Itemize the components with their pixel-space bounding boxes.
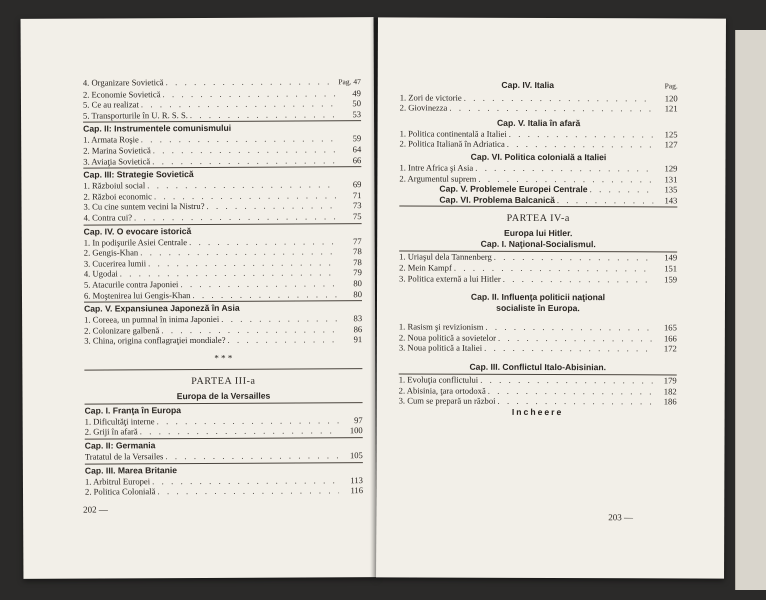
toc-entry-title: 6. Moştenirea lui Gengis-Khan bbox=[83, 289, 191, 301]
toc-entry-page: 86 bbox=[353, 323, 363, 334]
divider bbox=[399, 206, 677, 208]
toc-entry bbox=[84, 334, 362, 346]
part-subtitle: Europa de la Versailles bbox=[176, 390, 271, 401]
page-number: 202 — bbox=[83, 504, 108, 515]
toc-entry-page: 49 bbox=[352, 87, 361, 98]
toc-entry-title: 1. Coreea, un pumnal în inima Japoniei bbox=[84, 313, 220, 325]
toc-entry-title: Tratatul de la Versailes bbox=[84, 451, 164, 462]
page-column-label: Pag. bbox=[664, 81, 678, 91]
divider bbox=[84, 368, 362, 370]
toc-entry bbox=[84, 289, 362, 301]
toc-entry-page: 66 bbox=[352, 154, 362, 165]
toc-entry-title: 1. Armata Roşie bbox=[83, 134, 139, 145]
toc-entry-page: 91 bbox=[353, 334, 363, 345]
toc-entry-title: 4. Organizare Sovietică bbox=[82, 77, 164, 88]
toc-entry-page: 166 bbox=[663, 333, 677, 344]
part-subtitle: Europa lui Hitler. bbox=[504, 228, 573, 239]
toc-entry-title: 2. Abisinia, ţara ortodoxă bbox=[398, 384, 486, 396]
toc-entry-title: Cap. V. Problemele Europei Centrale bbox=[439, 183, 588, 195]
part-title: PARTEA III-a bbox=[191, 375, 256, 387]
chapter-heading: Cap. III. Conflictul Italo-Abisinian. bbox=[469, 361, 607, 373]
toc-entry-title: 2. Colonizare galbenă bbox=[84, 324, 160, 336]
toc-entry-page: 71 bbox=[352, 189, 362, 200]
toc-entry bbox=[400, 139, 678, 151]
chapter-heading: Cap. V. Italia în afară bbox=[496, 117, 581, 128]
toc-entry-title: 3. Noua politică a Italiei bbox=[398, 342, 483, 354]
toc-entry bbox=[399, 343, 677, 355]
toc-entry-title: 3. Politica externă a lui Hitler bbox=[399, 273, 501, 284]
toc-entry-title: 2. Argumentul suprem bbox=[399, 173, 477, 184]
toc-entry-page: 159 bbox=[664, 273, 678, 284]
toc-entry-title: 1. Dificultăţi interne bbox=[84, 416, 155, 427]
toc-entry-page: 125 bbox=[664, 129, 678, 140]
toc-entry-page: 50 bbox=[352, 98, 362, 109]
toc-entry-page: 64 bbox=[352, 144, 362, 155]
toc-entry-title: 4. Contra cui? bbox=[83, 212, 133, 223]
chapter-heading: Cap. IV. O evocare istorică bbox=[84, 223, 362, 237]
chapter-heading: Cap. VI. Politica colonială a Italiei bbox=[470, 151, 607, 163]
toc-entry-page: 129 bbox=[664, 163, 678, 174]
toc-entry-page: 120 bbox=[664, 92, 678, 104]
toc-entry-page: 77 bbox=[353, 235, 362, 246]
toc-entry-page: 182 bbox=[663, 385, 677, 396]
toc-entry-title: 2. Noua politică a sovietelor bbox=[398, 332, 497, 343]
toc-entry-title: 1. Politica continentală a Italiei bbox=[399, 128, 507, 139]
toc-entry-title: 3. China, origina conflagraţiei mondiale? bbox=[84, 335, 226, 346]
chapter-heading: Cap. IV. Italia bbox=[501, 79, 555, 91]
toc-entry-page: 116 bbox=[350, 485, 364, 496]
toc-entry-page: 53 bbox=[352, 108, 362, 119]
closing-entry: Incheere bbox=[511, 406, 564, 417]
toc-entry-title: 2. Giovinezza bbox=[399, 102, 448, 113]
toc-entry-page: 69 bbox=[352, 179, 362, 190]
left-page bbox=[21, 17, 377, 579]
toc-entry-title: 3. Cucerirea lumii bbox=[83, 257, 147, 269]
toc-entry-page: 172 bbox=[663, 343, 677, 354]
toc-entry-page: 79 bbox=[353, 267, 362, 278]
toc-entry-title: 5. Atacurile contra Japoniei bbox=[83, 279, 179, 290]
chapter-heading: Cap. I. Naţional-Socialismul. bbox=[480, 239, 596, 250]
toc-entry-title: 2. Economie Sovietică bbox=[82, 88, 161, 100]
toc-entry-page: 80 bbox=[353, 288, 363, 299]
toc-entry-title: 1. Intre Africa şi Asia bbox=[399, 162, 474, 173]
toc-entry bbox=[85, 450, 363, 462]
page-number: 203 — bbox=[608, 512, 634, 523]
toc-entry bbox=[84, 211, 362, 223]
toc-entry bbox=[83, 109, 361, 121]
right-page bbox=[376, 17, 726, 578]
toc-entry bbox=[399, 396, 677, 408]
chapter-heading: Cap. II: Instrumentele comunismului bbox=[83, 121, 361, 135]
toc-entry-page: 100 bbox=[349, 425, 363, 436]
toc-entry-page: 78 bbox=[353, 256, 362, 267]
toc-entry-title: 5. Transporturile în U. R. S. S. bbox=[83, 109, 188, 121]
toc-entry-page: 113 bbox=[350, 474, 363, 485]
chapter-heading: Cap. II: Germania bbox=[85, 437, 363, 451]
left-toc bbox=[83, 76, 363, 497]
section-ornament: * * * bbox=[214, 352, 233, 363]
toc-entry bbox=[399, 194, 677, 206]
toc-entry-page: 105 bbox=[349, 450, 363, 461]
toc-entry-page: Pag. 47 bbox=[338, 77, 361, 87]
toc-entry-title: 2. Marina Sovietică bbox=[83, 145, 151, 156]
chapter-heading-continued: socialiste în Europa. bbox=[496, 302, 580, 314]
toc-entry-page: 149 bbox=[664, 252, 678, 263]
toc-entry-page: 73 bbox=[352, 200, 362, 211]
right-toc bbox=[399, 79, 678, 418]
chapter-heading: Cap. III: Strategie Sovietică bbox=[83, 166, 361, 180]
toc-entry-title: 2. Politica Colonială bbox=[84, 486, 156, 497]
toc-entry-title: 2. Război economic bbox=[83, 190, 152, 202]
toc-entry-title: 1. In podişurile Asiei Centrale bbox=[83, 236, 188, 248]
toc-entry-page: 97 bbox=[354, 415, 363, 426]
toc-entry-page: 121 bbox=[664, 103, 678, 114]
toc-entry-page: 186 bbox=[663, 396, 677, 407]
toc-entry-page: 143 bbox=[664, 195, 678, 206]
toc-entry-page: 131 bbox=[664, 173, 678, 185]
toc-entry-page: 165 bbox=[663, 322, 677, 333]
toc-entry bbox=[83, 155, 361, 167]
toc-entry-page: 135 bbox=[664, 184, 678, 195]
toc-entry-page: 83 bbox=[353, 313, 363, 324]
toc-entry bbox=[400, 103, 678, 115]
toc-entry-page: 80 bbox=[353, 278, 362, 289]
toc-entry-title: 3. Cum se prepară un război bbox=[398, 395, 496, 406]
toc-entry-title: 2. Griji în afară bbox=[84, 426, 138, 438]
chapter-heading: Cap. III. Marea Britanie bbox=[85, 462, 363, 476]
toc-entry bbox=[85, 485, 363, 497]
toc-entry-title: 1. Arbitrul Europei bbox=[84, 475, 151, 487]
toc-entry bbox=[85, 426, 363, 438]
toc-entry-title: 5. Ce au realizat bbox=[82, 99, 139, 110]
chapter-heading-row bbox=[400, 79, 678, 92]
toc-entry-page: 78 bbox=[353, 246, 362, 257]
toc-entry-title: 1. Rasism şi revizionism bbox=[398, 321, 484, 332]
toc-entry-title: 3. Cu cine suntem vecini la Nistru? bbox=[83, 201, 205, 212]
toc-entry-title: 1. Evoluţia conflictului bbox=[398, 374, 479, 385]
toc-entry-page: 59 bbox=[352, 133, 362, 144]
part-title: PARTEA IV-a bbox=[506, 213, 570, 225]
chapter-heading: Cap. V. Expansiunea Japoneză în Asia bbox=[84, 300, 362, 314]
toc-entry-page: 179 bbox=[663, 375, 677, 386]
toc-entry-title: 2. Politica Italiană în Adriatica bbox=[399, 138, 505, 150]
toc-entry-title: 2. Gengis-Khan bbox=[83, 247, 139, 258]
back-pages-edge bbox=[735, 30, 766, 590]
toc-entry-title: 1. Uriaşul dela Tannenberg bbox=[399, 251, 492, 263]
toc-entry-title: 1. Zori de victorie bbox=[399, 92, 462, 103]
toc-entry-title: 3. Aviaţia Sovietică bbox=[83, 155, 151, 167]
chapter-heading: Cap. I. Franţa în Europa bbox=[85, 402, 363, 416]
toc-entry-page: 75 bbox=[352, 211, 362, 222]
chapter-heading: Cap. II. Influenţa politicii naţional bbox=[470, 291, 606, 303]
toc-entry-title: 1. Războiul social bbox=[83, 180, 146, 191]
toc-entry-page: 127 bbox=[664, 139, 678, 150]
toc-entry-title: 2. Mein Kampf bbox=[399, 262, 452, 273]
toc-entry bbox=[399, 273, 677, 285]
toc-entry-page: 151 bbox=[664, 263, 678, 274]
toc-entry-title: 4. Ugodai bbox=[83, 268, 118, 279]
toc-entry-title: Cap. VI. Problema Balcanică bbox=[439, 194, 555, 205]
